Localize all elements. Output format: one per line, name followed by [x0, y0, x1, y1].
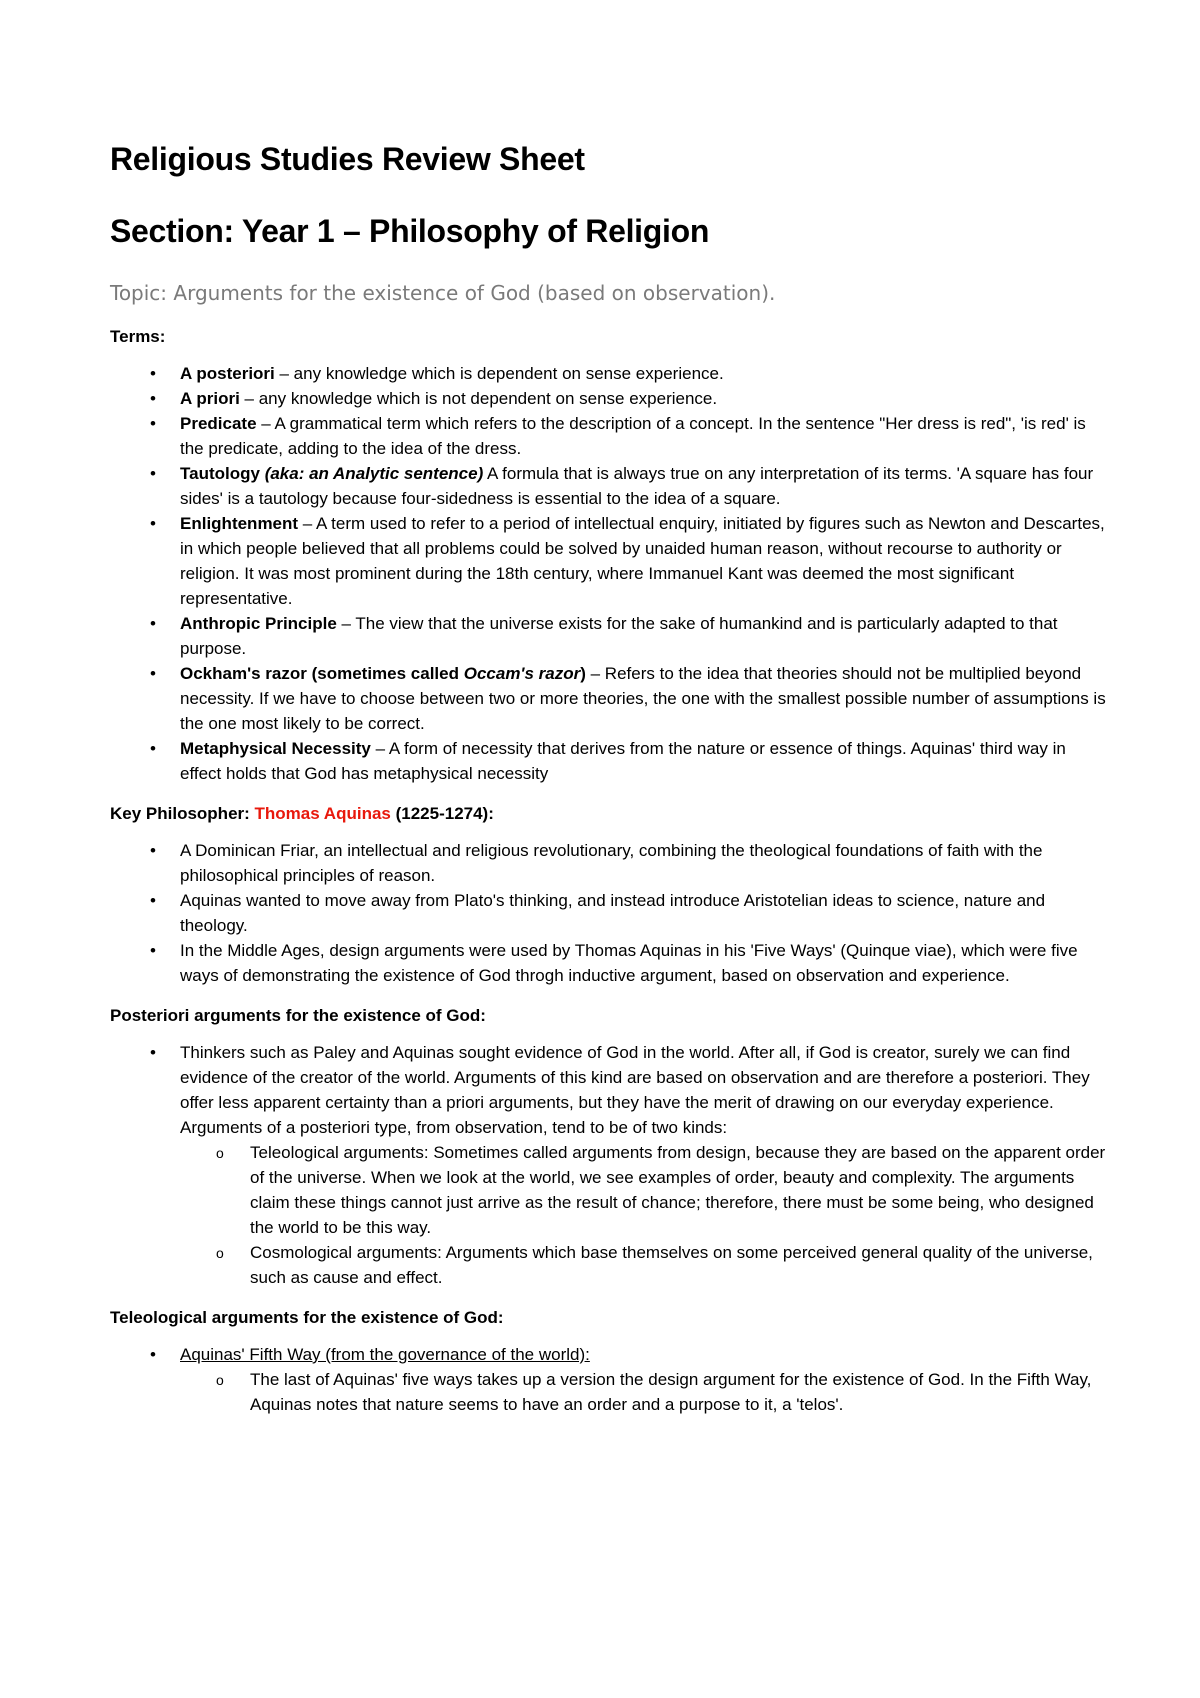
term-definition: – any knowledge which is dependent on sense experience. — [274, 363, 724, 383]
term-definition: – Refers to the idea that theories should not be multiplied beyond necessity. If we have to choose between two or more theories, the one with the smallest possible number of assumptions is the one most likely to be correct. — [180, 663, 1106, 733]
list-item — [180, 386, 1110, 411]
list-item — [180, 411, 1110, 461]
sub-list-item: o The last of Aquinas' five ways takes up a version the design argument for the existence of God. In the Fifth Way, Aquinas notes that nature seems to have an order and a purpose to it, a 'telos'. — [250, 1367, 1110, 1417]
list-item — [180, 661, 1110, 736]
list-item: • A Dominican Friar, an intellectual and religious revolutionary, combining the theological foundations of faith with the philosophical principles of reason. — [180, 838, 1110, 888]
section-heading: Section: Year 1 – Philosophy of Religion — [110, 213, 710, 250]
list-item — [180, 461, 1110, 511]
term-name: Ockham's razor (sometimes called — [180, 663, 464, 683]
teleological-list — [110, 1342, 1110, 1417]
term-name: Enlightenment — [180, 513, 299, 533]
document-page — [110, 140, 1110, 1435]
term-name: Anthropic Principle — [180, 613, 337, 633]
aquinas-list — [110, 838, 1110, 988]
list-item — [180, 736, 1110, 786]
term-name: Predicate — [180, 413, 257, 433]
term-name: A posteriori — [180, 363, 275, 383]
term-definition: – A grammatical term which refers to the description of a concept. In the sentence "Her dress is red", 'is red' is the predicate, adding to the idea of the dress. — [180, 413, 1086, 458]
list-item — [180, 361, 1110, 386]
term-alias: Occam's razor — [463, 663, 581, 683]
posteriori-label: Posteriori arguments for the existence of God: — [110, 1005, 486, 1025]
term-definition: – A form of necessity that derives from the nature or essence of things. Aquinas' third way in effect holds that God has metaphysical necessity — [180, 738, 1066, 783]
term-definition: – A term used to refer to a period of intellectual enquiry, initiated by figures such as Newton and Descartes, in which people believed that all problems could be solved by unaided human reason, without recourse to authority or religion. It was most prominent during the 18th century, where Immanuel Kant was deemed the most significant representative. — [180, 513, 1105, 608]
term-definition: – The view that the universe exists for the sake of humankind and is particularly adapted to that purpose. — [180, 613, 1058, 658]
list-item: • In the Middle Ages, design arguments were used by Thomas Aquinas in his 'Five Ways' (Quinque viae), which were five ways of demonstrating the existence of God throgh inductive argument, based on observation and experience. — [180, 938, 1110, 988]
term-name: Metaphysical Necessity — [180, 738, 371, 758]
teleological-label: Teleological arguments for the existence of God: — [110, 1307, 504, 1327]
term-definition: A formula that is always true on any interpretation of its terms. 'A square has four sides' is a tautology because four-sidedness is essential to the idea of a square. — [180, 463, 1094, 508]
list-item — [180, 611, 1110, 661]
list-item: • Thinkers such as Paley and Aquinas sought evidence of God in the world. After all, if God is creator, surely we can find evidence of the creator of the world. Arguments of this kind are based on observation and are therefore a posteriori. They offer less apparent certainty than a priori arguments, but they have the merit of drawing on our everyday experience. Arguments of a posteriori type, from observation, tend to be of two kinds: o Teleological arguments: Sometimes called arguments from design, because they are based on the apparent order of the universe. When we look at the world, we see examples of order, beauty and complexity. The arguments claim these things cannot just arrive as the result of chance; therefore, there must be some being, who designed the world to be this way. o Cosmological arguments: Arguments which base themselves on some perceived general quality of the universe, such as cause and effect. — [180, 1040, 1110, 1290]
list-item: • Aquinas wanted to move away from Plato's thinking, and instead introduce Aristotelian ideas to science, nature and theology. — [180, 888, 1110, 938]
fifth-way-sublist — [180, 1367, 1110, 1417]
terms-label: Terms: — [110, 326, 166, 346]
term-name: A priori — [180, 388, 240, 408]
sub-list-item: o Teleological arguments: Sometimes called arguments from design, because they are based on the apparent order of the universe. When we look at the world, we see examples of order, beauty and complexity. The arguments claim these things cannot just arrive as the result of chance; therefore, there must be some being, who designed the world to be this way. — [250, 1140, 1110, 1240]
term-definition: – any knowledge which is not dependent on sense experience. — [239, 388, 718, 408]
term-alias: (aka: an Analytic sentence) — [264, 463, 484, 483]
term-name: Tautology — [180, 463, 260, 483]
document-title: Religious Studies Review Sheet — [110, 141, 585, 177]
term-close: ) — [580, 663, 586, 683]
list-item: • Aquinas' Fifth Way (from the governance of the world): o The last of Aquinas' five ways takes up a version the design argument for the existence of God. In the Fifth Way, Aquinas notes that nature seems to have an order and a purpose to it, a 'telos'. — [180, 1342, 1110, 1417]
philosopher-name: Thomas Aquinas — [254, 803, 391, 823]
posteriori-sublist — [180, 1140, 1110, 1290]
posteriori-list — [110, 1040, 1110, 1290]
sub-list-item: o Cosmological arguments: Arguments which base themselves on some perceived general quality of the universe, such as cause and effect. — [250, 1240, 1110, 1290]
key-philosopher-label: Key Philosopher: Thomas Aquinas (1225-1274): — [110, 803, 494, 823]
list-item — [180, 511, 1110, 611]
terms-list — [110, 361, 1110, 786]
topic-heading: Topic: Arguments for the existence of God (based on observation). — [110, 280, 776, 305]
